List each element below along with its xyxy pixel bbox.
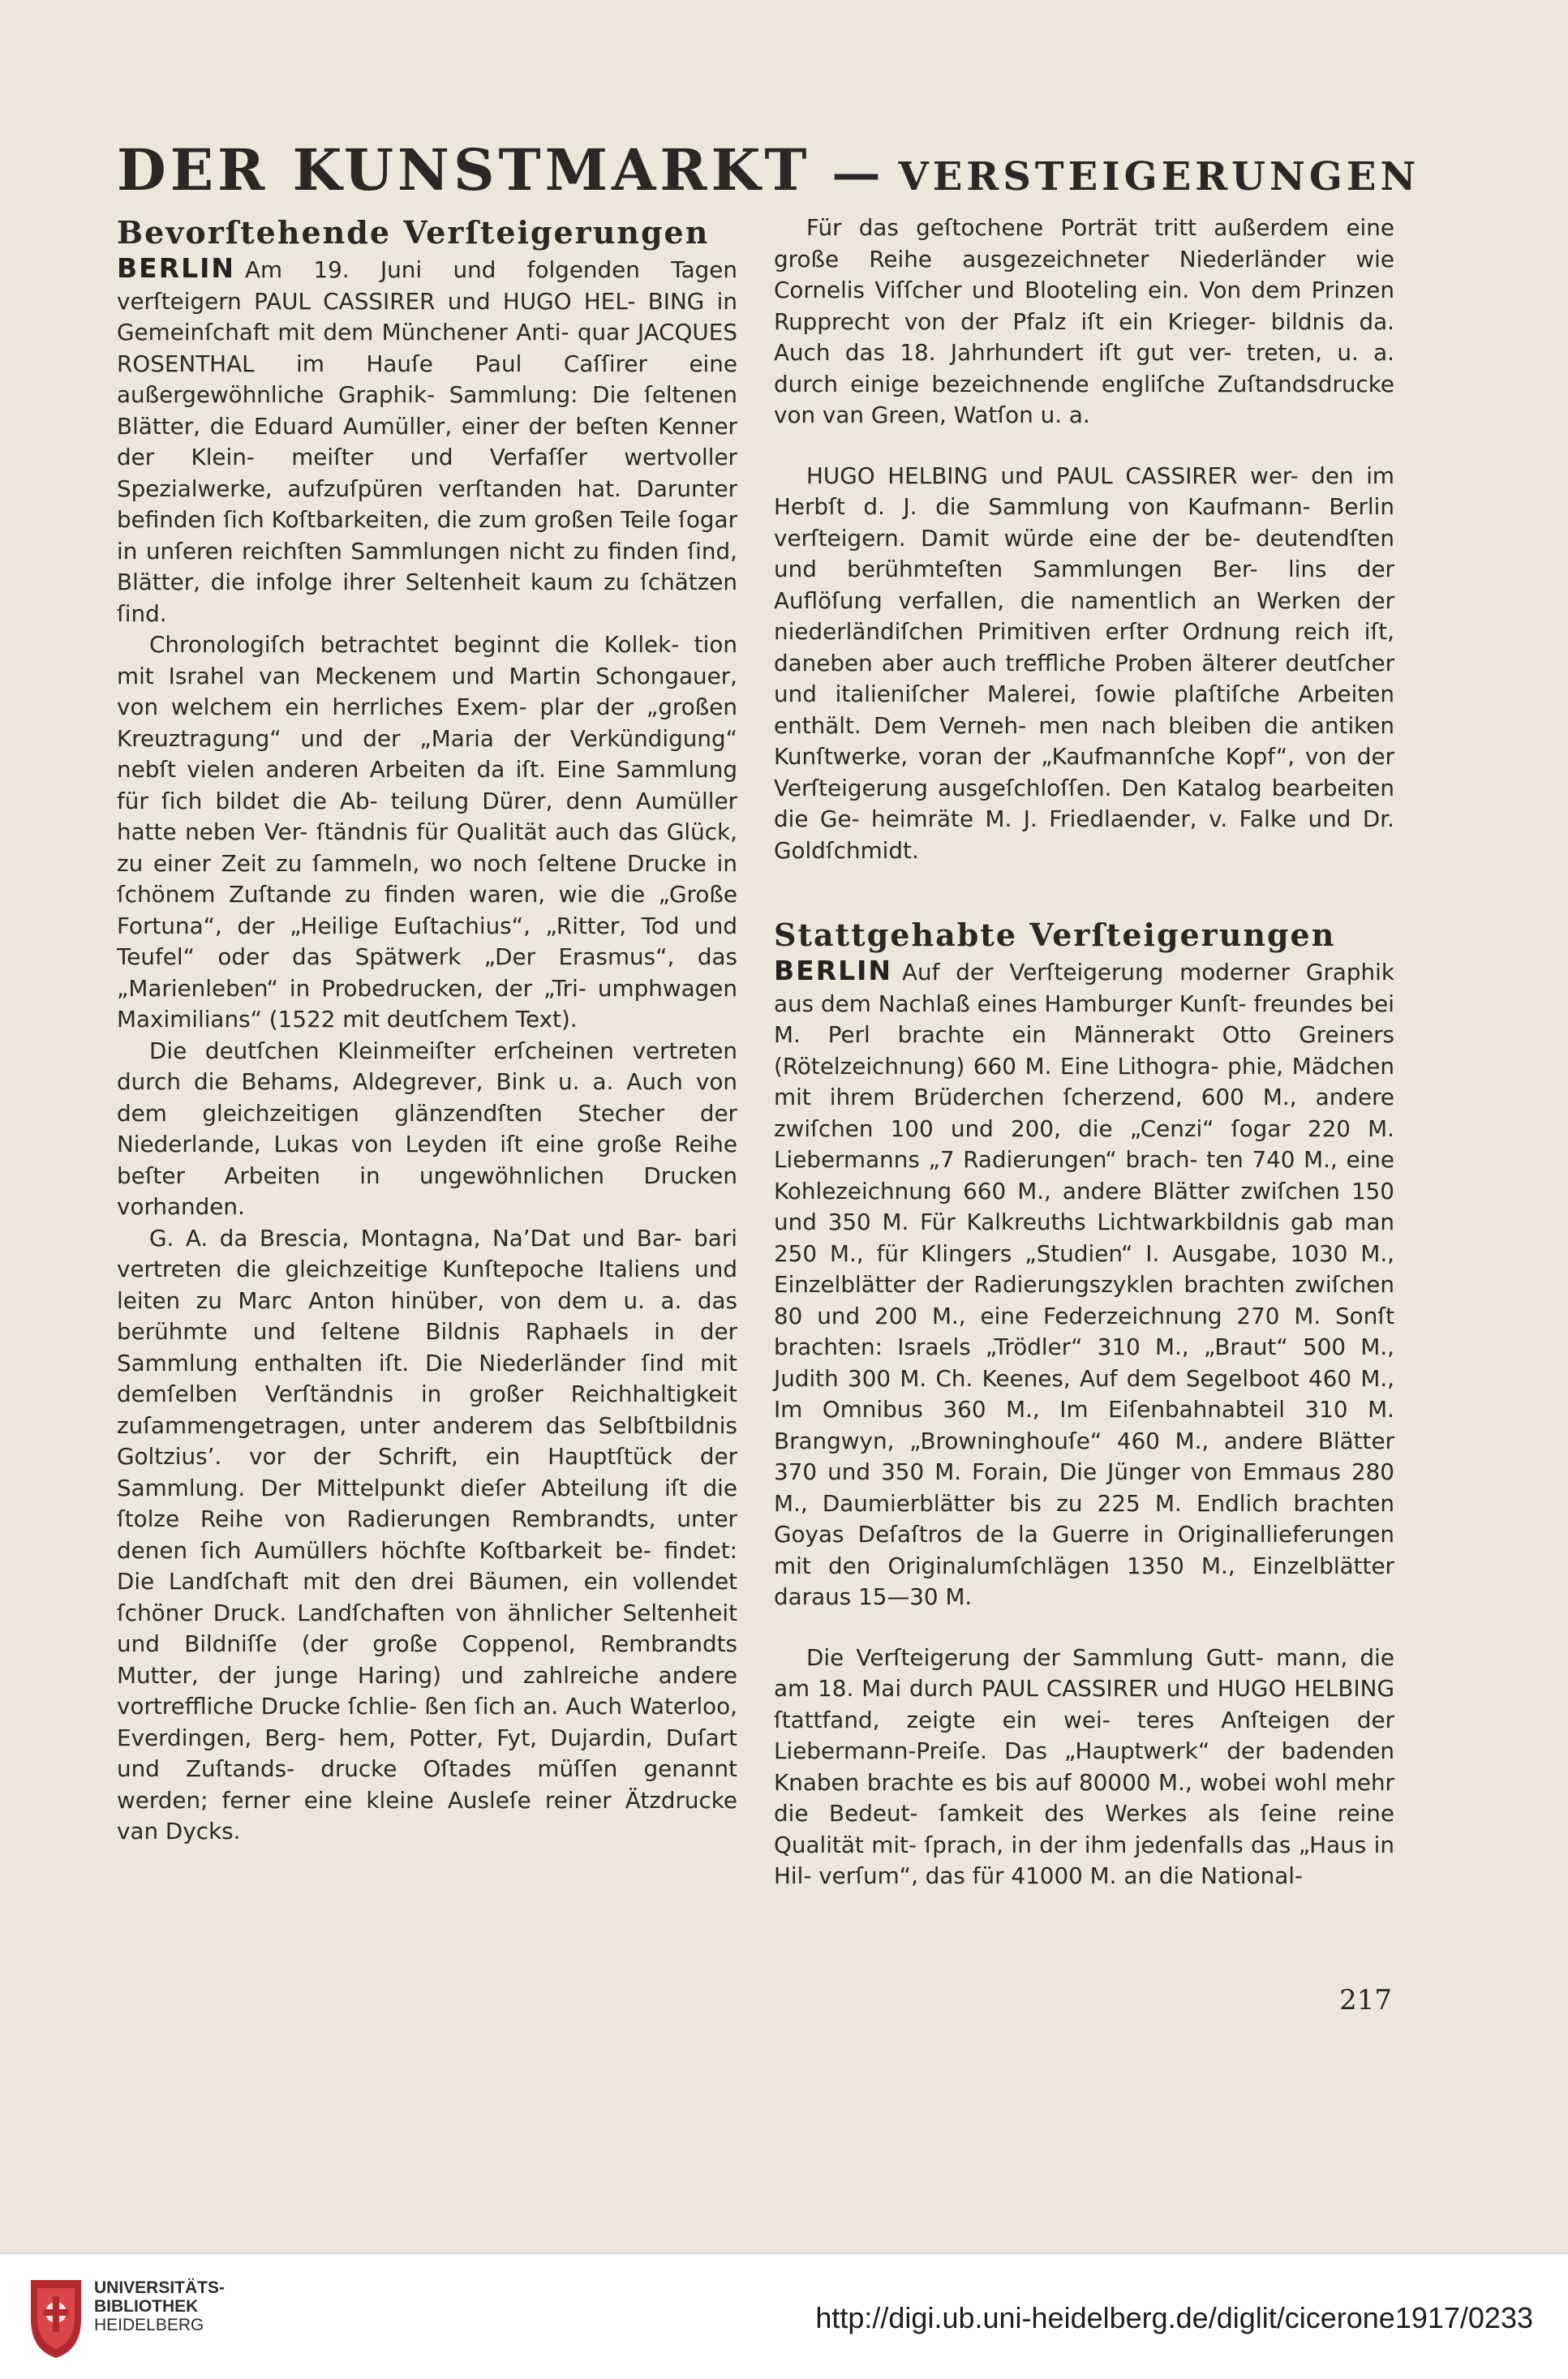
section-heading-upcoming: Bevorſtehende Verſteigerungen xyxy=(117,214,710,251)
paragraph-text: Auf der Verſteigerung moderner Graphik aus dem Nachlaß eines Hamburger Kunſt- freundes bei M. Perl brachte ein Männerakt Otto Greiners (Rötelzeichnung) 660 M. Eine Lithogra- phie, Mädchen mit ihrem Brüderchen ſcherzend, 600 M., andere zwiſchen 100 und 200, die „Cenzi“ ſogar 220 M. Liebermanns „7 Radierungen“ brach- ten 740 M., eine Kohlezeichnung 660 M., andere Blätter zwiſchen 150 und 350 M. Für Kalkreuths Lichtwarkbildnis gab man 250 M., für Klingers „Studien“ I. Ausgabe, 1030 M., Einzelblätter der Radierungszyklen brachten zwiſchen 80 und 200 M., eine Federzeichnung 270 M. Sonſt brachten: Israels „Trödler“ 310 M., „Braut“ 500 M., Judith 300 M. Ch. Keenes, Auf dem Segelboot 460 M., Im Omnibus 360 M., Im Eiſenbahnabteil 310 M. Brangwyn, „Browninghouſe“ 460 M., andere Blätter 370 und 350 M. Forain, Die Jünger von Emmaus 280 M., Daumierblätter bis zu 225 M. Endlich brachten Goyas Deſaſtros de la Guerre in Originallieferungen mit den Originalumſchlägen 1350 M., Einzelblätter daraus 15—30 M. xyxy=(774,959,1394,1610)
paragraph-gap xyxy=(774,432,1394,461)
paragraph xyxy=(117,253,737,629)
paragraph xyxy=(774,955,1394,1613)
section-heading-completed: Stattgehabte Verſteigerungen xyxy=(774,917,1336,953)
page-header xyxy=(117,136,1420,204)
paragraph: Die Verſteigerung der Sammlung Gutt- mann, die am 18. Mai durch PAUL CASSIRER und HUGO HELBING ſtattfand, zeigte ein wei- teres Anſteigen der Liebermann-Preiſe. Das „Hauptwerk“ der badenden Knaben brachte es bis auf 80000 M., wobei wohl mehr die Bedeut- ſamkeit des Werkes als ſeine reine Qualität mit- ſprach, in der ihm jedenfalls das „Haus in Hil- verſum“, das für 41000 M. an die National- xyxy=(774,1643,1394,1889)
right-column xyxy=(774,213,1394,1892)
city-label: BERLIN xyxy=(117,252,236,284)
library-name-line: HEIDELBERG xyxy=(94,2316,204,2334)
left-column xyxy=(117,213,737,1848)
city-label: BERLIN xyxy=(774,955,893,986)
source-url-link[interactable]: http://digi.ub.uni-heidelberg.de/diglit/cicerone1917/0233 xyxy=(815,2301,1533,2334)
paragraph: Die deutſchen Kleinmeiſter erſcheinen vertreten durch die Behams, Aldegrever, Bink u. a. Auch von dem gleichzeitigen glänzendſten Stecher der Niederlande, Lukas von Leyden iſt eine große Reihe beſter Arbeiten in ungewöhnlichen Drucken vorhanden. xyxy=(117,1037,737,1220)
library-name xyxy=(94,2278,289,2334)
header-separator: — xyxy=(831,145,881,202)
page-number: 217 xyxy=(1339,1984,1392,2016)
library-name-line: BIBLIOTHEK xyxy=(94,2297,199,2316)
section-gap xyxy=(774,866,1394,915)
header-main-title: DER KUNSTMARKT xyxy=(117,136,811,204)
paragraph-text: Am 19. Juni und folgenden Tagen verſteigern PAUL CASSIRER und HUGO HEL- BING in Gemeinſchaft mit dem Münchener Anti- quar JACQUES ROSENTHAL im Hauſe Paul Caſſirer eine außergewöhnliche Graphik- Sammlung: Die ſeltenen Blätter, die Eduard Aumüller, einer der beſten Kenner der Klein- meiſter und Verfaſſer wertvoller Spezialwerke, aufzuſpüren verſtanden hat. Darunter befinden ſich Koſtbarkeiten, die zum großen Teile ſogar in unſeren reichſten Sammlungen nicht zu finden ſind, Blätter, die infolge ihrer Seltenheit kaum zu ſchätzen ſind. xyxy=(117,256,737,627)
paragraph: Für das geſtochene Porträt tritt außerdem eine große Reihe ausgezeichneter Niederländer wie Cornelis Viſſcher und Blooteling ein. Von dem Prinzen Rupprecht von der Pfalz iſt ein Krieger- bildnis da. Auch das 18. Jahrhundert iſt gut ver- treten, u. a. durch einige bezeichnende engliſche Zuſtandsdrucke von van Green, Watſon u. a. xyxy=(774,214,1394,428)
digitization-footer xyxy=(0,2252,1568,2379)
paragraph-gap xyxy=(774,1613,1394,1643)
library-name-line: UNIVERSITÄTS- xyxy=(94,2278,226,2297)
university-seal-icon[interactable] xyxy=(24,2272,88,2363)
header-subtitle: VERSTEIGERUNGEN xyxy=(898,154,1420,200)
paragraph: G. A. da Brescia, Montagna, Na’Dat und Bar- bari vertreten die gleichzeitige Kunſtepoche Italiens und leiten zu Marc Anton hinüber, von dem u. a. das berühmte und ſeltene Bildnis Raphaels in der Sammlung enthalten iſt. Die Niederländer ſind mit demſelben Verſtändnis in großer Reichhaltigkeit zuſammengetragen, unter anderem das Selbſtbildnis Goltzius’. vor der Schrift, ein Hauptſtück der Sammlung. Der Mittelpunkt dieſer Abteilung iſt die ſtolze Reihe von Radierungen Rembrandts, unter denen ſich Aumüllers höchſte Koſtbarkeit be- findet: Die Landſchaft mit den drei Bäumen, ein vollendet ſchöner Druck. Landſchaften von ähnlicher Seltenheit und Bildniſſe (der große Coppenol, Rembrandts Mutter, der junge Haring) und zahlreiche andere vortreffliche Drucke ſchlie- ßen ſich an. Auch Waterloo, Everdingen, Berg- hem, Potter, Fyt, Dujardin, Duſart und Zuſtands- drucke Oſtades müſſen genannt werden; ferner eine kleine Ausleſe reiner Ätzdrucke van Dycks. xyxy=(117,1224,737,1844)
paragraph: HUGO HELBING und PAUL CASSIRER wer- den im Herbſt d. J. die Sammlung von Kaufmann- Berlin verſteigern. Damit würde eine der be- deutendſten und berühmteſten Sammlungen Ber- lins der Auflöſung verfallen, die namentlich an Werken der niederländiſchen Primitiven erſter Ordnung reich iſt, daneben aber auch treffliche Proben älterer deutſcher und italieniſcher Malerei, ſowie plaſtiſche Arbeiten enthält. Dem Verneh- men nach bleiben die antiken Kunſtwerke, voran der „Kaufmannſche Kopf“, von der Verſteigerung ausgeſchloſſen. Den Katalog bearbeiten die Ge- heimräte M. J. Friedlaender, v. Falke und Dr. Goldſchmidt. xyxy=(774,462,1394,864)
paragraph: Chronologiſch betrachtet beginnt die Kollek- tion mit Israhel van Meckenem und Martin Schongauer, von welchem ein herrliches Exem- plar der „großen Kreuztragung“ und der „Maria der Verkündigung“ nebſt vielen anderen Arbeiten da iſt. Eine Sammlung für ſich bildet die Ab- teilung Dürer, denn Aumüller hatte neben Ver- ſtändnis für Qualität auch das Glück, zu einer Zeit zu ſammeln, wo noch ſeltene Drucke in ſchönem Zuſtande zu finden waren, wie die „Große Fortuna“, der „Heilige Euſtachius“, „Ritter, Tod und Teufel“ oder das Spätwerk „Der Erasmus“, das „Marienleben“ in Probedrucken, der „Tri- umphwagen Maximilians“ (1522 mit deutſchem Text). xyxy=(117,631,737,1033)
